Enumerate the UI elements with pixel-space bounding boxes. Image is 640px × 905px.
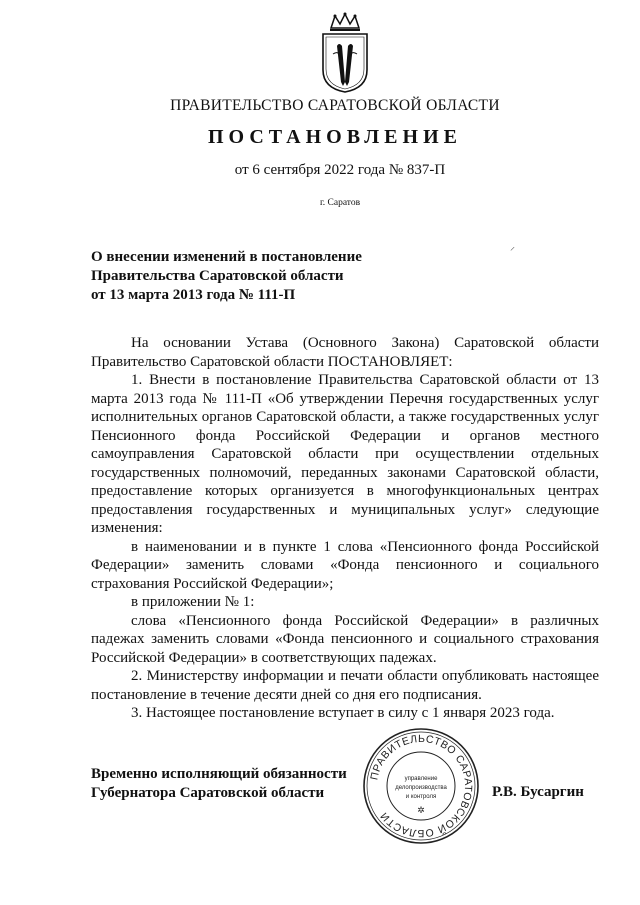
seal-inner-text: и контроля [405, 794, 437, 800]
subject-line: от 13 марта 2013 года № 111-П [91, 287, 296, 303]
subject-line: О внесении изменений в постановление [91, 249, 362, 265]
signatory-title-line: Временно исполняющий обязанности [91, 766, 347, 782]
seal-inner-text: управление [404, 776, 438, 782]
body-paragraph: слова «Пенсионного фонда Российской Федерации» в различных падежах заменить словами «Фонда пенсионного и социального страхования Российской Федерации» в соответствующих падежах. [91, 612, 599, 666]
body-paragraph: 2. Министерству информации и печати области опубликовать настоящее постановление в течение десяти дней со дня его подписания. [91, 668, 599, 703]
signatory-title-line: Губернатора Саратовской области [91, 785, 325, 801]
saratov-coat-of-arms-icon [315, 12, 375, 94]
seal-outer-text: ПРАВИТЕЛЬСТВО САРАТОВСКОЙ ОБЛАСТИ [368, 732, 475, 840]
body-paragraph: 1. Внести в постановление Правительства Саратовской области от 13 марта 2013 года № 111-П «Об утверждении Перечня государственных услуг исполнительных органов Саратовской области, а также государственных услуг Пенсионного фонда Российской Федерации и органов местного самоуправления Саратовской области при осуществлении отдельных государственных полномочий, переданных законами Саратовской области, предоставление которых организуется в многофункциональных центрах предоставления государственных и муниципальных услуг» следующие изменения: [91, 372, 599, 536]
document-city: г. Саратов [319, 198, 361, 208]
signatory-title [91, 765, 371, 803]
document-subject [91, 248, 391, 305]
body-paragraph: в приложении № 1: [131, 594, 255, 610]
corner-mark: ⸍ [510, 246, 515, 257]
document-body [91, 334, 599, 723]
body-paragraph: На основании Устава (Основного Закона) Саратовской области Правительство Саратовской области ПОСТАНОВЛЯЕТ: [91, 335, 599, 370]
body-paragraph: 3. Настоящее постановление вступает в силу с 1 января 2023 года. [131, 705, 555, 721]
seal-inner-text: делопроизводства [395, 785, 447, 791]
document-date-number: от 6 сентября 2022 года № 837-П [234, 162, 446, 178]
signatory-name: Р.В. Бусаргин [492, 784, 584, 800]
svg-text:✲: ✲ [417, 805, 425, 815]
government-name: ПРАВИТЕЛЬСТВО САРАТОВСКОЙ ОБЛАСТИ [170, 97, 500, 114]
body-paragraph: в наименовании и в пункте 1 слова «Пенсионного фонда Российской Федерации» заменить словами «Фонда пенсионного и социального страхования Российской Федерации»; [91, 538, 599, 592]
document-type: ПОСТАНОВЛЕНИЕ [208, 126, 462, 148]
subject-line: Правительства Саратовской области [91, 268, 344, 284]
official-stamp-seal [362, 727, 480, 845]
